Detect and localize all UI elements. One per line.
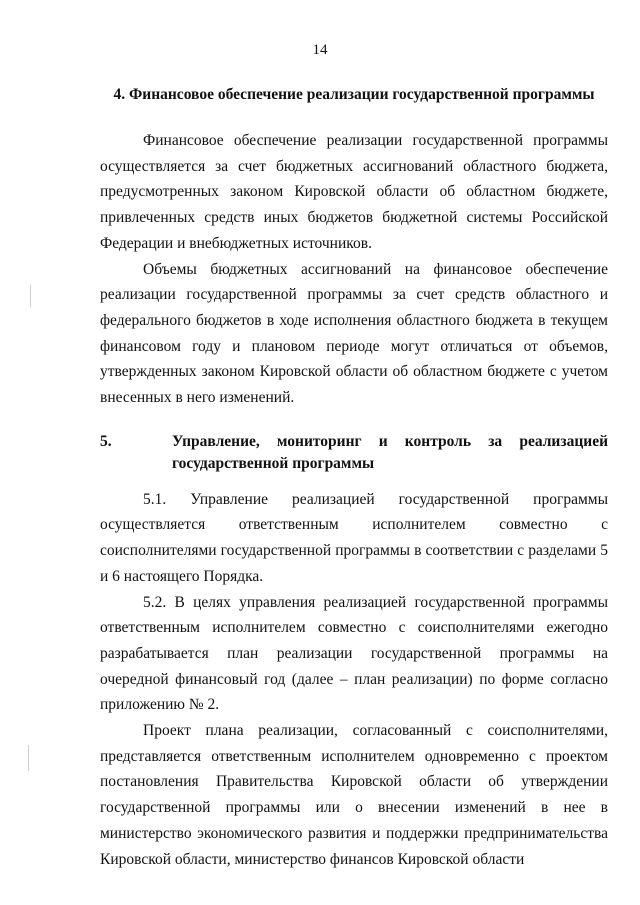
section-5-paragraph: 5.2. В целях управления реализацией государственной программы ответственным исполнителем совместно с соисполнителями ежегодно разрабатывается план реализации государственной программы на очередной финансовый год (далее – план реализации) по форме согласно приложению № 2. [100, 593, 608, 714]
left-margin-mark [30, 285, 31, 307]
page-number: 14 [312, 42, 328, 58]
section-4-paragraph: Объемы бюджетных ассигнований на финансовое обеспечение реализации государственной программы за счет средств областного и федерального бюджетов в ходе исполнения областного бюджета в текущем финансовом году и плановом периоде могут отличаться от объемов, утвержденных законом Кировской области об областном бюджете с учетом внесенных в него изменений. [100, 260, 608, 407]
document-body [100, 84, 608, 872]
section-5-paragraph: Проект плана реализации, согласованный с соисполнителями, представляется ответственным исполнителем одновременно с проектом постановления Правительства Кировской области об утверждении государственной программы или о внесении изменений в нее в министерство экономического развития и поддержки предпринимательства Кировской области, министерство финансов Кировской области [100, 722, 608, 868]
section-5-title-line-2: государственной программы [172, 454, 375, 472]
section-4-paragraph: Финансовое обеспечение реализации государственной программы осуществляется за счет бюджетных ассигнований областного бюджета, предусмотренных законом Кировской области об областном бюджете, привлеченных средств иных бюджетов бюджетной системы Российской Федерации и внебюджетных источников. [100, 132, 608, 252]
section-5-number: 5. [100, 432, 112, 450]
section-5-heading [100, 431, 608, 475]
section-5-paragraph: 5.1. Управление реализацией государственной программы осуществляется ответственным исполнителем совместно с соисполнителями государственной программы в соответствии с разделами 5 и 6 настоящего Порядка. [100, 490, 608, 585]
section-5-title-line-1: Управление, мониторинг и контроль за реализацией [172, 432, 608, 450]
section-5-title [172, 431, 608, 475]
section-4-heading: 4. Финансовое обеспечение реализации государственной программы [113, 86, 595, 103]
left-margin-mark [28, 745, 29, 771]
